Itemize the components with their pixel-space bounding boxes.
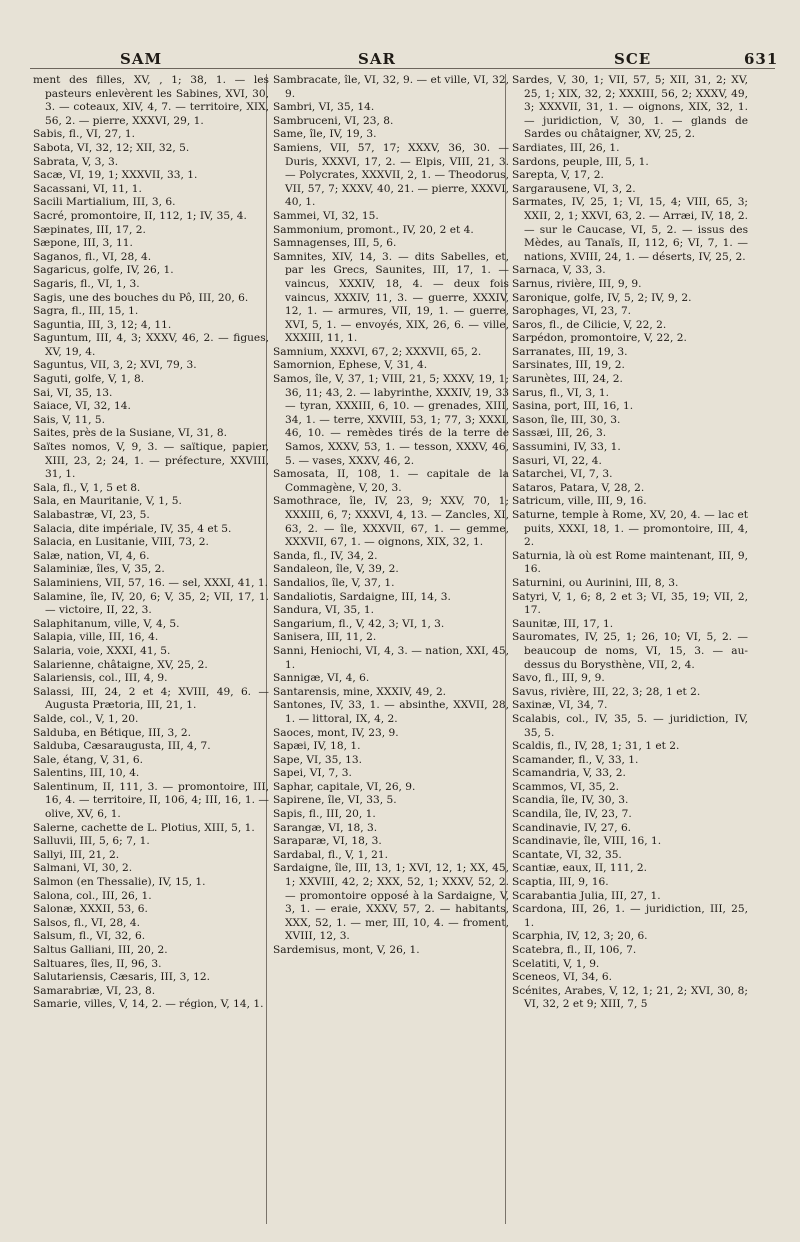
index-entry: ment des filles, XV, , 1; 38, 1. — les pasteurs enlevèrent les Sabines, XVI, 30, 3. — coteaux, XIV, 4, 7. — territoire, XIX, 56, 2. — pierre, XXXVI, 29, 1. <box>33 74 269 127</box>
index-entry: Sardons, peuple, III, 5, 1. <box>512 155 649 168</box>
index-entry: Salæ, nation, VI, 4, 6. <box>33 549 150 562</box>
index-entry: Scantate, VI, 32, 35. <box>512 848 622 861</box>
index-entry: Sargarausene, VI, 3, 2. <box>512 182 636 195</box>
running-head-center: SAR <box>358 50 396 68</box>
index-entry: Sardiates, III, 26, 1. <box>512 141 620 154</box>
index-entry: Salluvii, III, 5, 6; 7, 1. <box>33 835 150 848</box>
index-entry: Sape, VI, 35, 13. <box>273 753 362 766</box>
index-entry: Sangarium, fl., V, 42, 3; VI, 1, 3. <box>273 617 445 630</box>
index-entry: Salaminiæ, îles, V, 35, 2. <box>33 563 165 576</box>
index-entry: Sandaleon, île, V, 39, 2. <box>273 563 399 576</box>
index-entry: Scandinavie, île, VIII, 16, 1. <box>512 835 662 848</box>
index-entry: Salde, col., V, 1, 20. <box>33 712 139 725</box>
index-entry: Sale, étang, V, 31, 6. <box>33 753 144 766</box>
index-entry: Sacili Martialium, III, 3, 6. <box>33 196 176 209</box>
index-entry: Sarnus, rivière, III, 9, 9. <box>512 277 642 290</box>
index-entry: Sannigæ, VI, 4, 6. <box>273 672 370 685</box>
index-entry: Scalabis, col., IV, 35, 5. — juridiction, IV, 35, 5. <box>512 712 748 739</box>
index-entry: Sapei, VI, 7, 3. <box>273 767 352 780</box>
index-entry: Sassæi, III, 26, 3. <box>512 427 607 440</box>
index-entry: Scelatiti, V, 1, 9. <box>512 957 600 970</box>
index-entry: Salaphitanum, ville, V, 4, 5. <box>33 617 180 630</box>
index-entry: Sagaricus, golfe, IV, 26, 1. <box>33 264 174 277</box>
index-entry: Sæpinates, III, 17, 2. <box>33 223 146 236</box>
index-entry: Salaria, voie, XXXI, 41, 5. <box>33 644 171 657</box>
index-entry: Samornion, Ephese, V, 31, 4. <box>273 359 428 372</box>
index-entry: Salaminiens, VII, 57, 16. — sel, XXXI, 41, 1. <box>33 576 269 589</box>
index-entry: Saoces, mont, IV, 23, 9. <box>273 726 399 739</box>
index-entry: Saphar, capitale, VI, 26, 9. <box>273 780 416 793</box>
index-entry: Salona, col., III, 26, 1. <box>33 889 152 902</box>
index-entry: Salmon (en Thessalie), IV, 15, 1. <box>33 876 206 889</box>
index-entry: Saros, fl., de Cilicie, V, 22, 2. <box>512 318 667 331</box>
index-entry: Sambruceni, VI, 23, 8. <box>273 114 394 127</box>
index-entry: Sabrata, V, 3, 3. <box>33 155 119 168</box>
index-entry: Sais, V, 11, 5. <box>33 413 105 426</box>
header-rule <box>30 68 775 69</box>
index-entry: Salentinum, II, 111, 3. — promontoire, III, 16, 4. — territoire, II, 106, 4; III, 16, 1. — olive, XV, 6, 1. <box>33 780 269 821</box>
index-entry: Scandinavie, IV, 27, 6. <box>512 821 632 834</box>
index-entry: Sala, fl., V, 1, 5 et 8. <box>33 481 141 494</box>
index-entry: Sanisera, III, 11, 2. <box>273 631 377 644</box>
index-entry: Scardona, III, 26, 1. — juridiction, III, 25, 1. <box>512 903 748 929</box>
index-entry: Sagra, fl., III, 15, 1. <box>33 305 139 318</box>
index-entry: Saguntum, III, 4, 3; XXXV, 46, 2. — figues, XV, 19, 4. <box>33 332 269 358</box>
index-entry: Salariensis, col., III, 4, 9. <box>33 672 168 685</box>
index-entry: Sallyi, III, 21, 2. <box>33 848 120 861</box>
index-entry: Sarophages, VI, 23, 7. <box>512 305 632 318</box>
index-entry: Scantiæ, eaux, II, 111, 2. <box>512 862 647 875</box>
index-column-1 <box>33 74 269 1234</box>
index-entry: Santarensis, mine, XXXIV, 49, 2. <box>273 685 447 698</box>
index-entry: Sarepta, V, 17, 2. <box>512 169 604 182</box>
index-entry: Scamandria, V, 33, 2. <box>512 767 626 780</box>
index-entry: Saronique, golfe, IV, 5, 2; IV, 9, 2. <box>512 291 692 304</box>
index-entry: Sarunètes, III, 24, 2. <box>512 373 623 386</box>
index-entry: Sala, en Mauritanie, V, 1, 5. <box>33 495 182 508</box>
running-head-right: SCE <box>614 50 652 68</box>
index-entry: Satyri, V, 1, 6; 8, 2 et 3; VI, 35, 19; VII, 2, 17. <box>512 590 748 617</box>
page-number: 631 <box>744 50 779 68</box>
index-entry: Sardemisus, mont, V, 26, 1. <box>273 944 420 956</box>
index-entry: Salassi, III, 24, 2 et 4; XVIII, 49, 6. — Augusta Prætoria, III, 21, 1. <box>33 685 269 712</box>
index-entry: Saltuares, îles, II, 96, 3. <box>33 957 162 970</box>
index-entry: Sammei, VI, 32, 15. <box>273 209 379 222</box>
index-entry: Salutariensis, Cæsaris, III, 3, 12. <box>33 971 210 984</box>
index-entry: Sarus, fl., VI, 3, 1. <box>512 386 609 399</box>
index-entry: Scammos, VI, 35, 2. <box>512 780 620 793</box>
index-entry: Scarabantia Julia, III, 27, 1. <box>512 889 661 902</box>
index-entry: Sarpédon, promontoire, V, 22, 2. <box>512 332 687 345</box>
index-entry: Samosata, II, 108, 1. — capitale de la Commagène, V, 20, 3. <box>273 468 509 494</box>
index-entry: Sambracate, île, VI, 32, 9. — et ville, VI, 32, 9. <box>273 74 509 100</box>
index-entry: Sauromates, IV, 25, 1; 26, 10; VI, 5, 2. — beaucoup de noms, VI, 15, 3. — au-dessus du Borysthène, VII, 2, 4. <box>512 631 748 671</box>
index-entry: Saïtes nomos, V, 9, 3. — saïtique, papier, XIII, 23, 2; 24, 1. — préfecture, XXVIII, 31, 1. <box>33 441 269 481</box>
index-entry: Salerne, cachette de L. Plotius, XIII, 5, 1. <box>33 821 255 834</box>
index-entry: Sai, VI, 35, 13. <box>33 386 113 399</box>
index-entry: Scaptia, III, 9, 16. <box>512 876 609 889</box>
index-entry: Sardabal, fl., V, 1, 21. <box>273 848 388 861</box>
index-entry: Santones, IV, 33, 1. — absinthe, XXVII, 28, 1. — littoral, IX, 4, 2. <box>273 699 509 725</box>
index-entry: Saganos, fl., VI, 28, 4. <box>33 250 152 263</box>
index-entry: Samnagenses, III, 5, 6. <box>273 237 397 250</box>
index-entry: Saxinæ, VI, 34, 7. <box>512 699 608 712</box>
index-entry: Sacré, promontoire, II, 112, 1; IV, 35, 4. <box>33 209 247 222</box>
index-entry: Saiace, VI, 32, 14. <box>33 400 131 413</box>
index-entry: Salentins, III, 10, 4. <box>33 767 140 780</box>
index-entry: Sasuri, VI, 22, 4. <box>512 454 602 467</box>
index-entry: Samos, île, V, 37, 1; VIII, 21, 5; XXXV, 19, 1; 36, 11; 43, 2. — labyrinthe, XXXIV, 19, 33 — tyran, XXXIII, 6, 10. — grenades, XIII, 34, 1. — terre, XXVIII, 53, 1; 77, 3; XXXI, 46, 10. — remèdes tirés de la terre de Samos, XXXV, 53, 1. — tesson, XXXV, 46, 5. — vases, XXXV, 46, 2. <box>273 373 509 467</box>
index-entry: Scamander, fl., V, 33, 1. <box>512 753 639 766</box>
index-entry: Sason, île, III, 30, 3. <box>512 413 621 426</box>
index-entry: Salabastræ, VI, 23, 5. <box>33 509 150 521</box>
index-entry: Scandila, île, IV, 23, 7. <box>512 808 632 821</box>
index-entry: Sardes, V, 30, 1; VII, 57, 5; XII, 31, 2; XV, 25, 1; XIX, 32, 2; XXXIII, 56, 2; XXXV, 49, 3; XXXVII, 31, 1. — oignons, XIX, 32, 1. — juridiction, V, 30, 1. — glands de Sardes ou châtaigner, XV, 25, 2. <box>512 74 748 141</box>
index-entry: Salsum, fl., VI, 32, 6. <box>33 930 146 943</box>
index-entry: Sarranates, III, 19, 3. <box>512 345 628 358</box>
index-entry: Sapæi, IV, 18, 1. <box>273 740 361 753</box>
index-entry: Scatebra, fl., II, 106, 7. <box>512 944 637 956</box>
index-entry: Samothrace, île, IV, 23, 9; XXV, 70, 1; XXXIII, 6, 7; XXXVI, 4, 13. — Zancles, XI, 63, 2. — île, XXXVII, 67, 1. — gemme, XXXVII, 67, 1. — oignons, XIX, 32, 1. <box>273 495 509 549</box>
index-entry: Sceneos, VI, 34, 6. <box>512 971 612 984</box>
index-entry: Sagis, une des bouches du Pô, III, 20, 6. <box>33 291 249 304</box>
index-entry: Salduba, en Bétique, III, 3, 2. <box>33 726 192 739</box>
index-entry: Sacæ, VI, 19, 1; XXXVII, 33, 1. <box>33 169 198 182</box>
index-entry: Sæpone, III, 3, 11. <box>33 237 133 250</box>
index-entry: Salacia, dite impériale, IV, 35, 4 et 5. <box>33 522 232 535</box>
index-entry: Sandura, VI, 35, 1. <box>273 604 375 617</box>
index-entry: Scandia, île, IV, 30, 3. <box>512 794 629 807</box>
index-entry: Sabota, VI, 32, 12; XII, 32, 5. <box>33 141 190 154</box>
index-entry: Sabis, fl., VI, 27, 1. <box>33 128 135 141</box>
index-entry: Samnium, XXXVI, 67, 2; XXXVII, 65, 2. <box>273 345 482 358</box>
index-entry: Sagaris, fl., VI, 1, 3. <box>33 277 140 290</box>
index-entry: Sapis, fl., III, 20, 1. <box>273 808 376 821</box>
index-entry: Saites, près de la Susiane, VI, 31, 8. <box>33 427 228 440</box>
index-entry: Sasina, port, III, 16, 1. <box>512 400 634 413</box>
index-entry: Sacassani, VI, 11, 1. <box>33 182 142 195</box>
index-entry: Saraparæ, VI, 18, 3. <box>273 835 382 848</box>
index-entry: Salamine, île, IV, 20, 6; V, 35, 2; VII, 17, 1. — victoire, II, 22, 3. <box>33 590 269 617</box>
index-entry: Samiens, VII, 57, 17; XXXV, 36, 30. — Duris, XXXVI, 17, 2. — Elpis, VIII, 21, 3. — Polycrates, XXXVII, 2, 1. — Theodorus, VII, 57, 7; XXXV, 40, 21. — pierre, XXXVI, 40, 1. <box>273 141 509 209</box>
index-entry: Saguntia, III, 3, 12; 4, 11. <box>33 318 172 331</box>
index-entry: Sambri, VI, 35, 14. <box>273 101 375 114</box>
index-entry: Sarangæ, VI, 18, 3. <box>273 821 378 834</box>
index-entry: Sarnaca, V, 33, 3. <box>512 264 606 277</box>
index-entry: Sardaigne, île, III, 13, 1; XVI, 12, 1; XX, 45, 1; XXVIII, 42, 2; XXX, 52, 1; XXXV, 52, 2. — promontoire opposé à la Sardaigne, V, 3, 1. — eraie, XXXV, 57, 2. — habitants, XXX, 52, 1. — mer, III, 10, 4. — froment, XVIII, 12, 3. <box>273 862 509 943</box>
index-entry: Scaldis, fl., IV, 28, 1; 31, 1 et 2. <box>512 740 680 753</box>
index-entry: Same, île, IV, 19, 3. <box>273 128 377 141</box>
index-entry: Saturne, temple à Rome, XV, 20, 4. — lac et puits, XXXI, 18, 1. — promontoire, III, 4, 2. <box>512 509 748 549</box>
index-entry: Savus, rivière, III, 22, 3; 28, 1 et 2. <box>512 685 701 698</box>
index-entry: Satricum, ville, III, 9, 16. <box>512 495 647 508</box>
index-entry: Samarie, villes, V, 14, 2. — région, V, 14, 1. <box>33 998 264 1011</box>
index-entry: Salarienne, châtaigne, XV, 25, 2. <box>33 658 208 671</box>
index-entry: Salacia, en Lusitanie, VIII, 73, 2. <box>33 536 209 549</box>
index-entry: Sarsinates, III, 19, 2. <box>512 359 625 372</box>
index-entry: Saturnini, ou Aurinini, III, 8, 3. <box>512 576 679 589</box>
index-entry: Scénites, Arabes, V, 12, 1; 21, 2; XVI, 30, 8; VI, 32, 2 et 9; XIII, 7, 5 <box>512 984 748 1011</box>
index-entry: Saguti, golfe, V, 1, 8. <box>33 373 145 386</box>
index-entry: Saguntus, VII, 3, 2; XVI, 79, 3. <box>33 359 197 372</box>
index-entry: Saturnia, là où est Rome maintenant, III, 9, 16. <box>512 549 748 576</box>
index-entry: Scarphia, IV, 12, 3; 20, 6. <box>512 930 648 943</box>
index-column-3 <box>512 74 748 1234</box>
index-entry: Savo, fl., III, 9, 9. <box>512 672 605 685</box>
index-entry: Sammonium, promont., IV, 20, 2 et 4. <box>273 223 474 236</box>
index-entry: Samnites, XIV, 14, 3. — dits Sabelles, et, par les Grecs, Saunites, III, 17, 1. — vaincus, XXXIV, 18, 4. — deux fois vaincus, XXXIV, 11, 3. — guerre, XXXIV, 12, 1. — armures, VII, 19, 1. — guerre, XVI, 5, 1. — envoyés, XIX, 26, 6. — ville, XXXIII, 11, 1. <box>273 250 509 345</box>
index-entry: Sarmates, IV, 25, 1; VI, 15, 4; VIII, 65, 3; XXII, 2, 1; XXVI, 63, 2. — Arræi, IV, 18, 2. — sur le Caucase, VI, 5, 2. — issus des Mèdes, au Tanaïs, II, 112, 6; VI, 7, 1. — nations, XVIII, 24, 1. — déserts, IV, 25, 2. <box>512 196 748 263</box>
index-entry: Salduba, Cæsaraugusta, III, 4, 7. <box>33 740 211 753</box>
index-entry: Sandaliotis, Sardaigne, III, 14, 3. <box>273 590 451 603</box>
index-column-2 <box>273 74 509 1234</box>
index-entry: Saunitæ, III, 17, 1. <box>512 617 614 630</box>
index-entry: Salonæ, XXXII, 53, 6. <box>33 903 148 916</box>
index-entry: Sandalios, île, V, 37, 1. <box>273 576 395 589</box>
index-entry: Sataros, Patara, V, 28, 2. <box>512 481 645 494</box>
index-entry: Salapia, ville, III, 16, 4. <box>33 631 159 644</box>
index-entry: Sanni, Heniochi, VI, 4, 3. — nation, XXI, 45, 1. <box>273 644 509 671</box>
index-entry: Saltus Galliani, III, 20, 2. <box>33 944 168 956</box>
index-entry: Sassumini, IV, 33, 1. <box>512 441 621 454</box>
index-entry: Samarabriæ, VI, 23, 8. <box>33 984 156 997</box>
index-entry: Sapirene, île, VI, 33, 5. <box>273 794 397 807</box>
index-entry: Salsos, fl., VI, 28, 4. <box>33 916 141 929</box>
index-entry: Satarchei, VI, 7, 3. <box>512 468 613 481</box>
index-entry: Sanda, fl., IV, 34, 2. <box>273 549 378 562</box>
index-entry: Salmani, VI, 30, 2. <box>33 862 133 875</box>
running-head-left: SAM <box>120 50 163 68</box>
